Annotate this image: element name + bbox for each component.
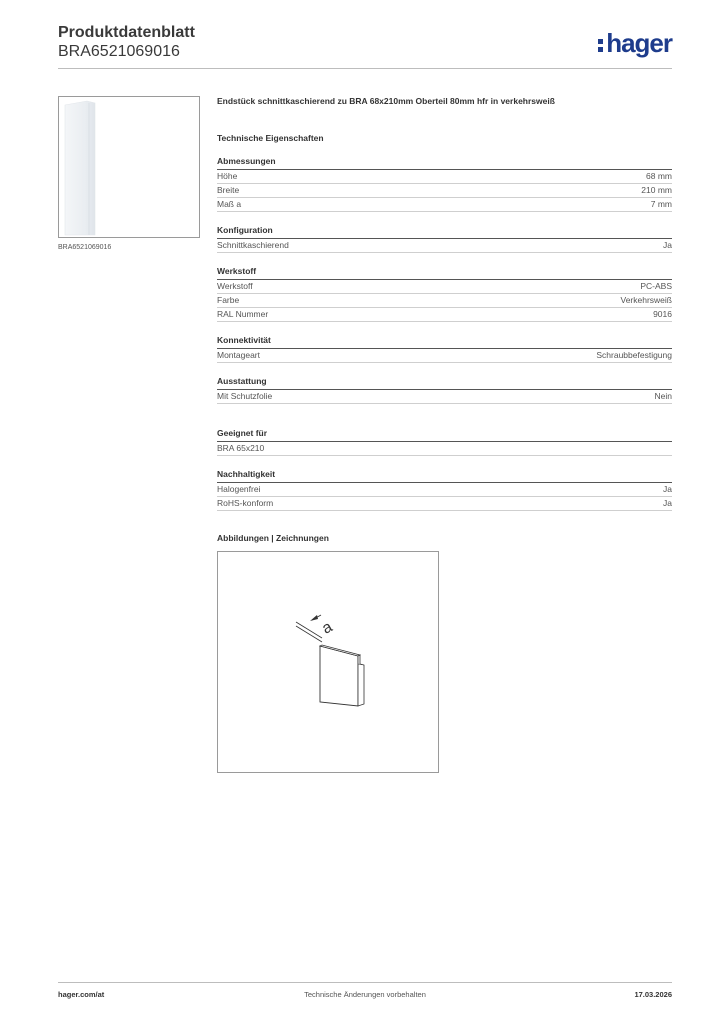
table-row <box>217 497 672 511</box>
section-configuration <box>217 225 672 253</box>
table-row <box>217 239 672 253</box>
dimension-label-a: a <box>319 618 336 638</box>
image-caption: BRA6521069016 <box>58 244 112 251</box>
section-title: Geeignet für <box>217 428 672 442</box>
table-row <box>217 308 672 322</box>
section-material <box>217 266 672 322</box>
section-title: Konfiguration <box>217 225 672 239</box>
table-row <box>217 442 672 456</box>
row-value: Ja <box>663 240 672 250</box>
product-description: Endstück schnittkaschierend zu BRA 68x210mm Oberteil 80mm hfr in verkehrsweiß <box>217 96 555 106</box>
row-label: Breite <box>217 185 240 195</box>
row-label: Höhe <box>217 171 238 181</box>
section-title: Nachhaltigkeit <box>217 469 672 483</box>
logo-text: hager <box>606 28 672 58</box>
row-value: 7 mm <box>650 199 672 209</box>
row-label: RAL Nummer <box>217 309 269 319</box>
row-value: Verkehrsweiß <box>620 295 672 305</box>
document-title: Produktdatenblatt <box>58 24 195 41</box>
row-value: Schraubbefestigung <box>596 350 672 360</box>
section-title: Werkstoff <box>217 266 672 280</box>
section-connectivity <box>217 335 672 363</box>
table-row <box>217 184 672 198</box>
row-label: Farbe <box>217 295 240 305</box>
row-value: 68 mm <box>646 171 672 181</box>
drawings-title: Abbildungen | Zeichnungen <box>217 533 329 543</box>
hager-logo <box>598 28 672 59</box>
row-label: Werkstoff <box>217 281 253 291</box>
main-content <box>217 96 672 773</box>
end-piece-drawing-icon <box>218 552 438 772</box>
logo-dots-icon <box>598 36 603 55</box>
product-image <box>58 96 200 238</box>
row-label: Mit Schutzfolie <box>217 391 273 401</box>
table-row <box>217 390 672 404</box>
row-value: PC-ABS <box>640 281 672 291</box>
footer-divider <box>58 982 672 983</box>
technical-drawing <box>217 551 439 773</box>
row-label: Schnittkaschierend <box>217 240 289 250</box>
row-label: RoHS-konform <box>217 498 274 508</box>
row-value: 9016 <box>653 309 672 319</box>
section-sustainability <box>217 469 672 511</box>
footer-notice: Technische Änderungen vorbehalten <box>304 990 426 999</box>
header-divider <box>58 68 672 69</box>
row-label: Halogenfrei <box>217 484 261 494</box>
row-value: 210 mm <box>641 185 672 195</box>
article-number: BRA6521069016 <box>58 43 180 60</box>
tech-properties-title: Technische Eigenschaften <box>217 133 324 143</box>
row-label: Maß a <box>217 199 242 209</box>
section-equipment <box>217 376 672 404</box>
footer-website-link[interactable]: hager.com/at <box>58 990 105 999</box>
page-header <box>58 24 195 61</box>
row-label: Montageart <box>217 350 260 360</box>
table-row <box>217 198 672 212</box>
end-piece-photo-icon <box>59 97 199 237</box>
footer-date: 17.03.2026 <box>634 990 672 999</box>
section-title: Konnektivität <box>217 335 672 349</box>
table-row <box>217 483 672 497</box>
table-row <box>217 170 672 184</box>
table-row <box>217 294 672 308</box>
section-title: Ausstattung <box>217 376 672 390</box>
section-suitable-for <box>217 428 672 456</box>
table-row <box>217 280 672 294</box>
section-title: Abmessungen <box>217 156 672 170</box>
section-dimensions <box>217 156 672 212</box>
row-value: Ja <box>663 498 672 508</box>
table-row <box>217 349 672 363</box>
row-label: BRA 65x210 <box>217 443 265 453</box>
row-value: Ja <box>663 484 672 494</box>
row-value: Nein <box>654 391 672 401</box>
